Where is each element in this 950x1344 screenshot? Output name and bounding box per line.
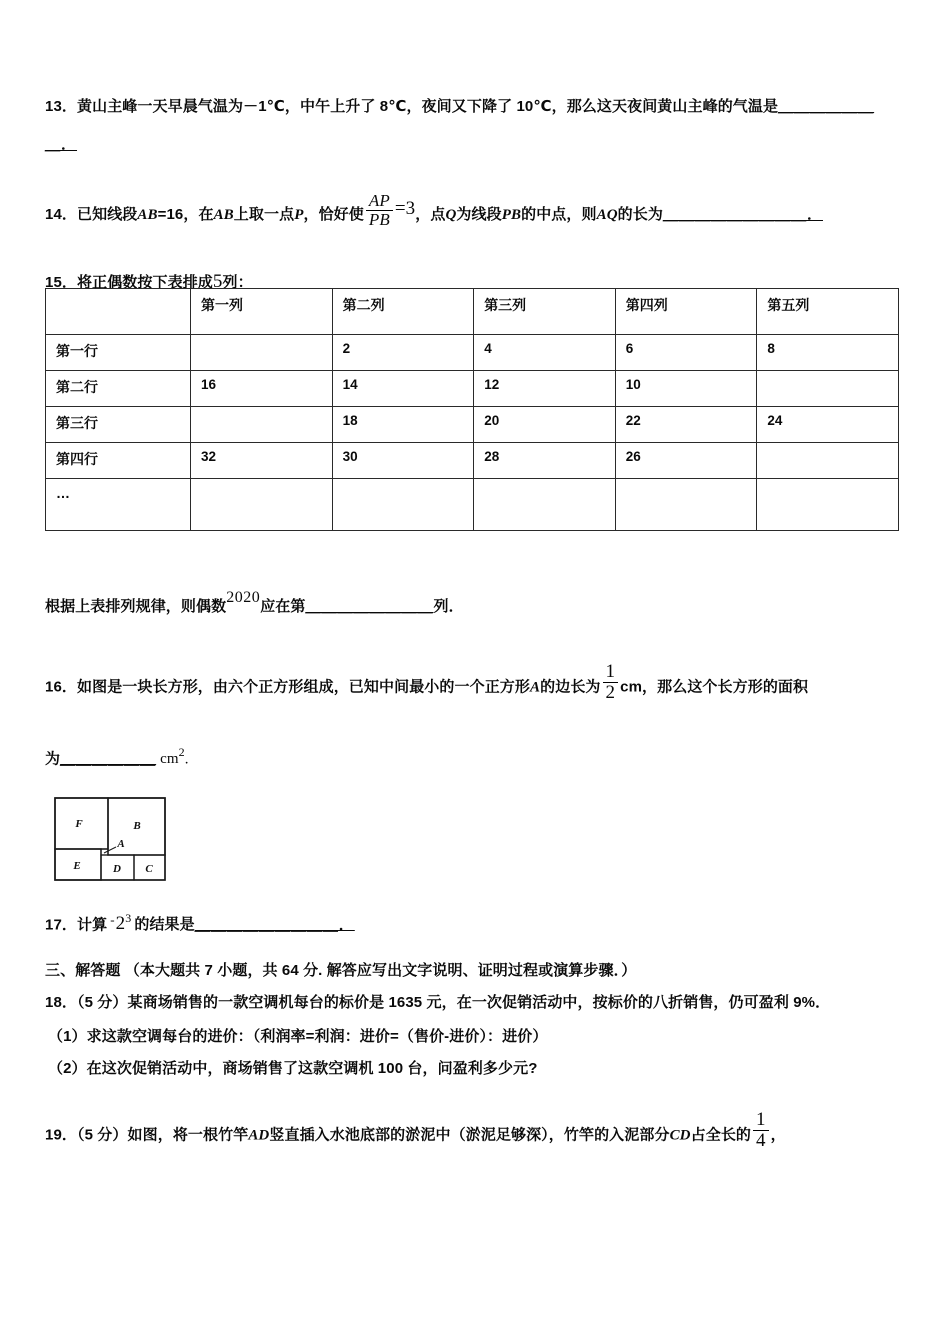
q14-fraction-denominator: PB xyxy=(368,209,390,229)
table-cell: 8 xyxy=(757,335,899,371)
q16-text-b: 的边长为 xyxy=(540,678,601,696)
table-row-label: 第四行 xyxy=(46,443,191,479)
table-cell xyxy=(757,479,899,531)
q17-base: 2 xyxy=(115,913,126,935)
q17-number: 17． xyxy=(45,916,77,934)
table-cell: 18 xyxy=(332,407,474,443)
q14-segment-ab: AB xyxy=(137,206,158,223)
table-cell xyxy=(757,443,899,479)
q18-part-1-text: （1）求这款空调每台的进价：（利润率=利润：进价=（售价-进价）：进价） xyxy=(48,1028,548,1045)
table-row xyxy=(46,371,899,407)
q17-negative-sign: - xyxy=(110,911,115,927)
table-cell: 32 xyxy=(191,443,333,479)
six-squares-svg xyxy=(54,797,166,881)
table-header-col-5: 第五列 xyxy=(757,289,899,335)
question-15-footer xyxy=(45,586,464,618)
table-row-label-ellipsis: … xyxy=(46,479,191,531)
q14-text-g: 的中点，则 xyxy=(521,205,597,223)
q19-segment-cd: CD xyxy=(669,1127,691,1144)
table-cell: 6 xyxy=(615,335,757,371)
q15-footer-exponent: 2020 xyxy=(226,589,261,606)
q17-text-b: 的结果是 xyxy=(134,916,195,934)
q16-period: . xyxy=(184,751,189,768)
table-cell xyxy=(615,479,757,531)
section-3-heading xyxy=(45,960,636,982)
question-16-answer-line xyxy=(45,744,189,771)
q14-point-q: Q xyxy=(445,206,457,223)
figure-label-f: F xyxy=(75,818,83,830)
q18-score: （5 分） xyxy=(77,994,128,1011)
q13-answer-blank-cont[interactable]: ＿． xyxy=(45,136,78,153)
table-cell: 14 xyxy=(332,371,474,407)
table-header-corner xyxy=(46,289,191,335)
table-row xyxy=(46,407,899,443)
q18-number: 18． xyxy=(45,994,77,1011)
q14-number: 14． xyxy=(45,205,77,223)
figure-label-e: E xyxy=(73,860,81,872)
q14-segment-pb: PB xyxy=(501,206,522,223)
q14-text-b: =16，在 xyxy=(157,205,214,223)
q15-column-count: 5 xyxy=(212,271,223,292)
q19-text-a: 如图，将一根竹竿 xyxy=(127,1126,249,1144)
q16-fraction-one-half xyxy=(603,662,619,703)
q15-footer-text-b: 应在第 xyxy=(260,597,306,615)
q14-fraction-numerator: AP xyxy=(366,192,393,211)
question-18-part-2 xyxy=(48,1058,928,1080)
table-row-label: 第一行 xyxy=(46,335,191,371)
table-cell: 10 xyxy=(615,371,757,407)
q14-text-a: 已知线段 xyxy=(77,205,138,223)
q14-text-c: 上取一点 xyxy=(233,205,295,223)
q19-score: （5 分） xyxy=(77,1126,128,1144)
table-cell: 24 xyxy=(757,407,899,443)
q15-footer-text-a: 根据上表排列规律，则偶数 xyxy=(45,597,227,615)
table-cell: 20 xyxy=(474,407,616,443)
table-cell xyxy=(332,479,474,531)
table-row xyxy=(46,335,899,371)
section-3-heading-text: 三、解答题 （本大题共 7 小题，共 64 分. 解答应写出文字说明、证明过程或演算步骤．） xyxy=(45,962,637,979)
figure-label-b: B xyxy=(133,820,141,832)
table-cell: 28 xyxy=(474,443,616,479)
table-header-row xyxy=(46,289,899,335)
q16-answer-blank[interactable]: ＿＿＿＿＿＿ xyxy=(60,750,157,768)
q14-point-p: P xyxy=(294,206,304,223)
q16-fraction-numerator: 1 xyxy=(603,662,619,683)
table-cell xyxy=(191,335,333,371)
q18-part-2-text: （2）在这次促销活动中，商场销售了这款空调机 100 台，问盈利多少元? xyxy=(48,1060,538,1077)
table-row-label: 第二行 xyxy=(46,371,191,407)
figure-label-c: C xyxy=(145,863,153,875)
q14-text-e: ，点 xyxy=(415,205,446,223)
question-13-continuation xyxy=(45,134,77,156)
q15-footer-text-c: 列． xyxy=(433,597,464,615)
q14-text-f: 为线段 xyxy=(456,205,502,223)
q19-number: 19． xyxy=(45,1126,77,1144)
figure-label-a: A xyxy=(117,838,125,850)
figure-label-d: D xyxy=(113,863,121,875)
q17-text-a: 计算 xyxy=(77,916,108,934)
table-cell: 22 xyxy=(615,407,757,443)
q16-text-a: 如图是一块长方形，由六个正方形组成，已知中间最小的一个正方形 xyxy=(77,678,531,696)
table-cell: 30 xyxy=(332,443,474,479)
table-cell: 4 xyxy=(474,335,616,371)
table-cell xyxy=(474,479,616,531)
q19-text-b: 竖直插入水池底部的淤泥中（淤泥足够深），竹竿的入泥部分 xyxy=(269,1126,670,1144)
q14-text-d: ，恰好使 xyxy=(303,205,364,223)
q15-text-b: 列： xyxy=(222,274,253,291)
question-18-part-1 xyxy=(48,1026,928,1048)
table-header-col-1: 第一列 xyxy=(191,289,333,335)
q19-fraction-denominator: 4 xyxy=(756,1129,766,1151)
q19-segment-ad: AD xyxy=(248,1127,270,1144)
q14-segment-aq: AQ xyxy=(596,206,618,223)
table-cell: 2 xyxy=(332,335,474,371)
q16-fraction-denominator: 2 xyxy=(605,681,616,703)
q13-answer-blank[interactable]: ＿＿＿＿＿＿ xyxy=(778,98,875,115)
even-numbers-table xyxy=(45,288,899,531)
q16-unit-cm: cm xyxy=(620,678,643,696)
table-cell xyxy=(191,479,333,531)
question-17 xyxy=(45,910,355,938)
table-cell: 16 xyxy=(191,371,333,407)
q19-fraction-one-quarter xyxy=(753,1110,769,1151)
question-19 xyxy=(45,1110,930,1151)
table-header-col-2: 第二列 xyxy=(332,289,474,335)
q14-segment-ab-2: AB xyxy=(213,206,234,223)
q14-text-h: 的长为 xyxy=(617,205,663,223)
table-row xyxy=(46,479,899,531)
q14-equals-three: =3 xyxy=(394,198,416,220)
table-cell: 12 xyxy=(474,371,616,407)
table-row-label: 第三行 xyxy=(46,407,191,443)
question-18 xyxy=(45,992,925,1014)
q17-answer-blank[interactable]: ＿＿＿＿＿＿＿＿＿． xyxy=(194,916,355,934)
q17-exponent: 3 xyxy=(125,911,132,925)
q16-text-d: 为 xyxy=(45,750,61,768)
table-cell: 26 xyxy=(615,443,757,479)
q16-text-c: ，那么这个长方形的面积 xyxy=(642,678,809,696)
q16-number: 16． xyxy=(45,678,77,696)
q14-fraction-ap-pb xyxy=(366,192,393,229)
question-13 xyxy=(45,96,911,118)
table-header-col-4: 第四列 xyxy=(615,289,757,335)
question-16 xyxy=(45,662,925,703)
q16-unit-exponent: 2 xyxy=(178,745,185,759)
even-numbers-table-wrapper xyxy=(45,288,898,531)
q15-number: 15． xyxy=(45,274,77,291)
q15-text-a: 将正偶数按下表排成 xyxy=(77,274,213,291)
q18-text: 某商场销售的一款空调机每台的标价是 1635 元，在一次促销活动中，按标价的八折销售，仍可盈利 9%． xyxy=(127,994,831,1011)
question-14 xyxy=(45,192,925,229)
q19-text-c: 占全长的 xyxy=(690,1126,752,1144)
table-header-col-3: 第三列 xyxy=(474,289,616,335)
q13-number: 13． xyxy=(45,98,77,115)
table-cell xyxy=(191,407,333,443)
q16-square-label-a: A xyxy=(530,679,541,696)
q14-answer-blank[interactable]: ＿＿＿＿＿＿＿＿＿． xyxy=(662,205,823,223)
q16-unit-cm-squared: cm xyxy=(160,751,179,768)
q19-fraction-numerator: 1 xyxy=(753,1110,769,1131)
table-cell xyxy=(757,371,899,407)
q19-text-d: ， xyxy=(770,1126,786,1144)
q13-text: 黄山主峰一天早晨气温为－1℃，中午上升了 8℃，夜间又下降了 10℃，那么这天夜间黄山主峰的气温是 xyxy=(77,98,779,115)
table-row xyxy=(46,443,899,479)
q15-answer-blank[interactable]: ＿＿＿＿＿＿＿＿ xyxy=(305,597,434,615)
six-squares-figure xyxy=(54,797,166,881)
